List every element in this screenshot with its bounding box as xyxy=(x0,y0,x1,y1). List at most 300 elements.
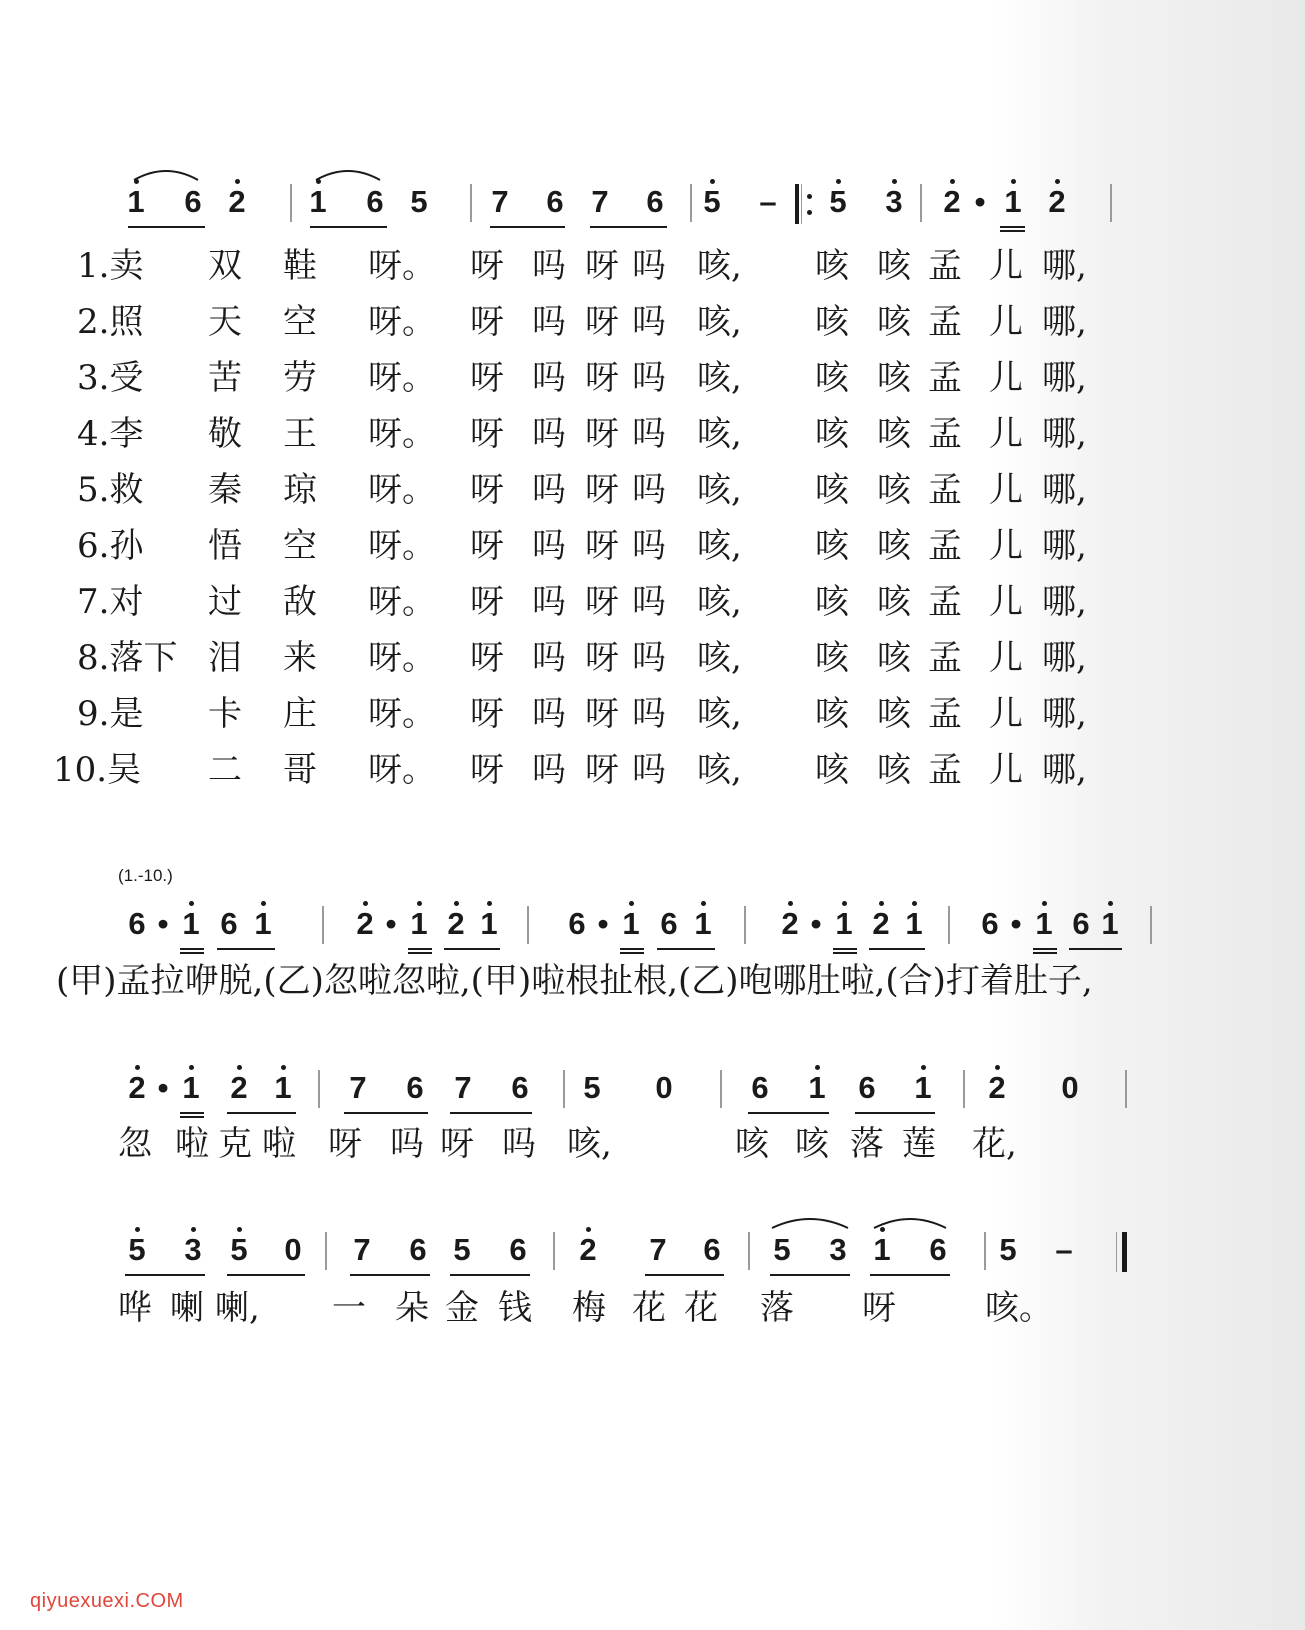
barline xyxy=(984,1232,986,1270)
lyric-char: 双 xyxy=(208,246,242,286)
note xyxy=(765,1230,799,1270)
lyric-char: 天 xyxy=(208,302,242,342)
note-digit: 1 xyxy=(622,906,640,941)
lyric-char: 花 xyxy=(684,1288,718,1328)
lyric-char: 儿 xyxy=(989,414,1023,454)
lyric-char: 呀 xyxy=(585,246,619,286)
barline xyxy=(470,184,472,222)
note-digit: 2 xyxy=(228,184,246,219)
lyric-char: 咳。 xyxy=(985,1288,1053,1328)
lyric-char: 呀 xyxy=(470,246,504,286)
high-octave-dot xyxy=(1042,901,1047,906)
high-octave-dot xyxy=(135,1065,140,1070)
lyric-char: 呀。 xyxy=(368,582,436,622)
lyric-char: 呀 xyxy=(470,358,504,398)
high-octave-dot xyxy=(235,179,240,184)
lyric-char: 儿 xyxy=(989,694,1023,734)
high-octave-dot xyxy=(950,179,955,184)
note xyxy=(743,1068,777,1108)
note xyxy=(212,904,246,944)
note-digit: 2 xyxy=(872,906,890,941)
lyric-char: 呀 xyxy=(470,526,504,566)
lyric-char: 孟 xyxy=(928,470,962,510)
lyric-char: 克 xyxy=(218,1124,252,1164)
note-digit: 1 xyxy=(480,906,498,941)
note-digit: • xyxy=(1010,906,1022,941)
barline xyxy=(563,1070,565,1108)
note-digit: 1 xyxy=(835,906,853,941)
lyric-char: 卡 xyxy=(208,694,242,734)
lyric-char: 莲 xyxy=(902,1124,936,1164)
beam-underline xyxy=(408,952,432,954)
beam-underline xyxy=(125,1274,205,1276)
note xyxy=(921,1230,955,1270)
note xyxy=(1053,1068,1087,1108)
note xyxy=(220,182,254,222)
lyric-char: 咳 xyxy=(877,750,911,790)
lyric-char: 咳 xyxy=(877,358,911,398)
note xyxy=(222,1068,256,1108)
note xyxy=(266,1068,300,1108)
barline xyxy=(744,906,746,944)
note xyxy=(652,904,686,944)
lyric-char: 呀 xyxy=(470,414,504,454)
barline xyxy=(748,1232,750,1270)
lyric-char: 儿 xyxy=(989,750,1023,790)
barline xyxy=(290,184,292,222)
lyric-char: 朵 xyxy=(395,1288,429,1328)
note-digit: 5 xyxy=(230,1232,248,1267)
note xyxy=(398,1068,432,1108)
lyric-char: 吗 xyxy=(532,302,566,342)
note-digit: 0 xyxy=(284,1232,302,1267)
verse-number-lyric: 5.救 xyxy=(77,470,144,510)
note xyxy=(695,182,729,222)
high-octave-dot xyxy=(261,901,266,906)
lyric-char: 哪, xyxy=(1042,302,1087,342)
note-digit: • xyxy=(597,906,609,941)
repeat-dot xyxy=(807,210,812,215)
lyric-line-3 xyxy=(0,1122,1305,1168)
verse-row xyxy=(0,412,1305,456)
lyric-char: 孟 xyxy=(928,638,962,678)
lyric-char: 哗 xyxy=(118,1288,152,1328)
note xyxy=(821,182,855,222)
lyric-char: 吗 xyxy=(632,750,666,790)
verse-lyrics-block xyxy=(0,244,1305,824)
lyric-char: 哪, xyxy=(1042,358,1087,398)
lyric-char: 啦 xyxy=(175,1124,209,1164)
lyric-char: 忽 xyxy=(118,1124,152,1164)
lyric-char: 孟 xyxy=(928,750,962,790)
verse-range-label: (1.-10.) xyxy=(118,866,173,885)
lyric-char: 咳 xyxy=(815,526,849,566)
beam-underline xyxy=(217,948,275,950)
note-digit: 6 xyxy=(929,1232,947,1267)
lyric-char: 咳, xyxy=(697,526,742,566)
high-octave-dot xyxy=(921,1065,926,1070)
note xyxy=(341,1068,375,1108)
note-digit: 1 xyxy=(1004,184,1022,219)
lyric-char: 苦 xyxy=(208,358,242,398)
repeat-dot xyxy=(807,194,812,199)
lyric-char: 孟 xyxy=(928,358,962,398)
notation-line-3 xyxy=(0,1068,1305,1120)
high-octave-dot xyxy=(892,179,897,184)
beam-underline xyxy=(344,1112,428,1114)
verse-row xyxy=(0,300,1305,344)
note-digit: 1 xyxy=(182,1070,200,1105)
lyric-char: 吗 xyxy=(632,526,666,566)
lyric-char: 吗 xyxy=(532,414,566,454)
beam-underline xyxy=(180,948,204,950)
high-octave-dot xyxy=(237,1227,242,1232)
lyric-char: 呀。 xyxy=(368,750,436,790)
lyric-char: 咳, xyxy=(697,694,742,734)
lyric-char: 啦 xyxy=(262,1124,296,1164)
slur-arc xyxy=(314,166,382,182)
lyric-char: 咳 xyxy=(815,470,849,510)
note-digit: 1 xyxy=(808,1070,826,1105)
lyric-char: 孟 xyxy=(928,582,962,622)
note xyxy=(174,904,208,944)
lyric-char: 呀。 xyxy=(368,526,436,566)
lyric-char: 吗 xyxy=(532,246,566,286)
note-digit: 5 xyxy=(999,1232,1017,1267)
note-digit: 5 xyxy=(583,1070,601,1105)
note xyxy=(827,904,861,944)
note xyxy=(439,904,473,944)
note-digit: 5 xyxy=(453,1232,471,1267)
lyric-char: 呀 xyxy=(440,1124,474,1164)
note xyxy=(472,904,506,944)
note xyxy=(695,1230,729,1270)
lyric-char: 咳, xyxy=(697,414,742,454)
note-digit: • xyxy=(157,1070,169,1105)
lyric-char: 呀 xyxy=(585,470,619,510)
lyric-char: 呀 xyxy=(585,582,619,622)
high-octave-dot xyxy=(788,901,793,906)
note-digit: 1 xyxy=(1035,906,1053,941)
note-digit: 1 xyxy=(182,906,200,941)
beam-underline xyxy=(1069,948,1122,950)
note-digit: 2 xyxy=(943,184,961,219)
high-octave-dot xyxy=(836,179,841,184)
lyric-char: 咳, xyxy=(697,302,742,342)
note xyxy=(446,1068,480,1108)
lyric-char: 呀 xyxy=(470,750,504,790)
lyric-char: 呀 xyxy=(585,526,619,566)
note xyxy=(503,1068,537,1108)
lyric-char: 呀 xyxy=(862,1288,896,1328)
beam-underline xyxy=(227,1274,305,1276)
lyric-char: 金 xyxy=(445,1288,479,1328)
lyric-char: 咳 xyxy=(815,246,849,286)
note-digit: 2 xyxy=(356,906,374,941)
lyric-char: 孟 xyxy=(928,246,962,286)
lyric-char: 王 xyxy=(283,414,317,454)
note xyxy=(751,182,785,222)
verse-row xyxy=(0,748,1305,792)
barline xyxy=(690,184,692,222)
note xyxy=(821,1230,855,1270)
beam-underline xyxy=(1033,952,1057,954)
note-digit: 7 xyxy=(591,184,609,219)
verse-row xyxy=(0,580,1305,624)
note-digit: 6 xyxy=(184,184,202,219)
lyric-char: 吗 xyxy=(532,358,566,398)
note xyxy=(119,182,153,222)
lyric-char: 吗 xyxy=(632,414,666,454)
note xyxy=(647,1068,681,1108)
beam-underline xyxy=(310,226,387,228)
high-octave-dot xyxy=(912,901,917,906)
verse-row xyxy=(0,468,1305,512)
note-digit: 6 xyxy=(703,1232,721,1267)
note xyxy=(276,1230,310,1270)
note-digit: 1 xyxy=(905,906,923,941)
lyric-char: 一 xyxy=(332,1288,366,1328)
note-digit: 7 xyxy=(491,184,509,219)
lyric-char: 吗 xyxy=(632,694,666,734)
lyric-char: 哪, xyxy=(1042,246,1087,286)
lyric-char: 吗 xyxy=(532,526,566,566)
note-digit: 6 xyxy=(406,1070,424,1105)
note-digit: 6 xyxy=(509,1232,527,1267)
lyric-char: 来 xyxy=(283,638,317,678)
barline xyxy=(1125,1070,1127,1108)
note-digit: 7 xyxy=(353,1232,371,1267)
note xyxy=(1040,182,1074,222)
barline xyxy=(527,906,529,944)
note-digit: 2 xyxy=(579,1232,597,1267)
note-digit: 2 xyxy=(1048,184,1066,219)
note-digit: 6 xyxy=(646,184,664,219)
beam-underline xyxy=(180,1112,204,1114)
lyric-char: 咳 xyxy=(815,358,849,398)
beam-underline xyxy=(444,948,500,950)
note-digit: 5 xyxy=(703,184,721,219)
lyric-char: 呀 xyxy=(328,1124,362,1164)
note-digit: 1 xyxy=(410,906,428,941)
beam-underline xyxy=(1033,948,1057,950)
barline xyxy=(322,906,324,944)
lyric-char: 花, xyxy=(972,1124,1017,1164)
barline xyxy=(1122,1232,1127,1272)
beam-underline xyxy=(180,952,204,954)
lyric-char: 落 xyxy=(760,1288,794,1328)
lyric-char: 儿 xyxy=(989,638,1023,678)
note-digit: 5 xyxy=(773,1232,791,1267)
verse-row xyxy=(0,636,1305,680)
note xyxy=(963,182,997,222)
lyric-char: 呀。 xyxy=(368,694,436,734)
lyric-char: 咳 xyxy=(877,582,911,622)
lyric-char: 钱 xyxy=(498,1288,532,1328)
lyric-char: 哪, xyxy=(1042,694,1087,734)
lyric-char: 咳 xyxy=(877,526,911,566)
note xyxy=(1027,904,1061,944)
beam-underline xyxy=(350,1274,430,1276)
note xyxy=(402,904,436,944)
note-digit: 6 xyxy=(568,906,586,941)
verse-row xyxy=(0,692,1305,736)
site-watermark: qiyuexuexi.COM xyxy=(30,1590,184,1612)
note xyxy=(301,182,335,222)
lyric-char: 劳 xyxy=(283,358,317,398)
note-digit: 3 xyxy=(885,184,903,219)
barline xyxy=(963,1070,965,1108)
note-digit: 6 xyxy=(981,906,999,941)
barline xyxy=(795,184,799,224)
high-octave-dot xyxy=(487,901,492,906)
high-octave-dot xyxy=(879,901,884,906)
high-octave-dot xyxy=(237,1065,242,1070)
lyric-char: 儿 xyxy=(989,358,1023,398)
lyric-char: 咳 xyxy=(815,638,849,678)
note xyxy=(401,1230,435,1270)
beam-underline xyxy=(855,1112,935,1114)
lyric-char: 呀 xyxy=(470,302,504,342)
note xyxy=(897,904,931,944)
lyric-char: 咳 xyxy=(877,414,911,454)
slur-arc xyxy=(770,1214,850,1230)
lyric-char: 哪, xyxy=(1042,750,1087,790)
barline xyxy=(920,184,922,222)
lyric-char: 呀 xyxy=(585,358,619,398)
note-digit: • xyxy=(810,906,822,941)
barline xyxy=(1150,906,1152,944)
note-digit: • xyxy=(385,906,397,941)
lyric-char: 呀 xyxy=(585,302,619,342)
lyric-char: 呀 xyxy=(470,638,504,678)
lyric-char: 呀。 xyxy=(368,470,436,510)
note-digit: 6 xyxy=(220,906,238,941)
lyric-char: 儿 xyxy=(989,470,1023,510)
note-digit: 1 xyxy=(274,1070,292,1105)
note xyxy=(176,182,210,222)
note-digit: 6 xyxy=(366,184,384,219)
note-digit: 1 xyxy=(127,184,145,219)
lyric-char: 空 xyxy=(283,526,317,566)
lyric-char: 哪, xyxy=(1042,470,1087,510)
verse-number-lyric: 7.对 xyxy=(77,582,144,622)
lyric-char: 过 xyxy=(208,582,242,622)
high-octave-dot xyxy=(842,901,847,906)
beam-underline xyxy=(748,1112,829,1114)
high-octave-dot xyxy=(701,901,706,906)
lyric-char: 儿 xyxy=(989,246,1023,286)
note xyxy=(877,182,911,222)
note xyxy=(575,1068,609,1108)
high-octave-dot xyxy=(189,901,194,906)
note xyxy=(358,182,392,222)
barline xyxy=(801,184,802,224)
note-digit: 7 xyxy=(349,1070,367,1105)
note-digit: 1 xyxy=(914,1070,932,1105)
beam-underline xyxy=(1000,230,1025,232)
note xyxy=(345,1230,379,1270)
beam-underline xyxy=(870,1274,950,1276)
note-digit: 2 xyxy=(781,906,799,941)
note xyxy=(800,1068,834,1108)
beam-underline xyxy=(1000,226,1025,228)
slur-arc xyxy=(872,1214,948,1230)
barline xyxy=(325,1232,327,1270)
note-digit: 7 xyxy=(454,1070,472,1105)
high-octave-dot xyxy=(815,1065,820,1070)
note-digit: 6 xyxy=(546,184,564,219)
lyric-char: 吗 xyxy=(532,750,566,790)
lyric-char: 孟 xyxy=(928,302,962,342)
note-digit: 1 xyxy=(309,184,327,219)
note-digit: – xyxy=(1055,1232,1073,1267)
lyric-char: 哪, xyxy=(1042,582,1087,622)
lyric-char: 空 xyxy=(283,302,317,342)
high-octave-dot xyxy=(1055,179,1060,184)
high-octave-dot xyxy=(363,901,368,906)
note xyxy=(864,904,898,944)
note-digit: 6 xyxy=(409,1232,427,1267)
note-digit: 5 xyxy=(128,1232,146,1267)
lyric-line-4 xyxy=(0,1286,1305,1332)
lyric-char: 咳, xyxy=(697,638,742,678)
high-octave-dot xyxy=(189,1065,194,1070)
lyric-char: 孟 xyxy=(928,694,962,734)
note-digit: 2 xyxy=(128,1070,146,1105)
lyric-char: 吗 xyxy=(502,1124,536,1164)
lyric-char: 吗 xyxy=(532,582,566,622)
lyric-char: 哪, xyxy=(1042,638,1087,678)
lyric-char: 咳 xyxy=(735,1124,769,1164)
note-digit: 6 xyxy=(1072,906,1090,941)
note-digit: 1 xyxy=(694,906,712,941)
lyric-char: 吗 xyxy=(632,582,666,622)
note xyxy=(906,1068,940,1108)
beam-underline xyxy=(833,952,857,954)
note-digit: 1 xyxy=(254,906,272,941)
lyric-char: 儿 xyxy=(989,526,1023,566)
lyric-char: 咳 xyxy=(877,302,911,342)
beam-underline xyxy=(620,948,644,950)
lyric-char: 呀。 xyxy=(368,302,436,342)
lyric-char: 儿 xyxy=(989,582,1023,622)
lyric-char: 咳 xyxy=(877,638,911,678)
note-digit: • xyxy=(157,906,169,941)
barline xyxy=(318,1070,320,1108)
lyric-char: 吗 xyxy=(390,1124,424,1164)
lyric-char: 咳 xyxy=(815,414,849,454)
lyric-char: 孟 xyxy=(928,414,962,454)
lyric-char: 秦 xyxy=(208,470,242,510)
note-digit: 5 xyxy=(410,184,428,219)
lyric-char: 咳 xyxy=(877,246,911,286)
lyric-char: 呀。 xyxy=(368,246,436,286)
barline xyxy=(720,1070,722,1108)
note xyxy=(176,1230,210,1270)
lyric-char: 吗 xyxy=(532,638,566,678)
verse-row xyxy=(0,524,1305,568)
lyric-char: 吗 xyxy=(632,470,666,510)
high-octave-dot xyxy=(417,901,422,906)
high-octave-dot xyxy=(995,1065,1000,1070)
note xyxy=(1093,904,1127,944)
lyric-char: 梅 xyxy=(572,1288,606,1328)
high-octave-dot xyxy=(629,901,634,906)
note xyxy=(980,1068,1014,1108)
lyric-char: 呀。 xyxy=(368,638,436,678)
note-digit: 1 xyxy=(873,1232,891,1267)
